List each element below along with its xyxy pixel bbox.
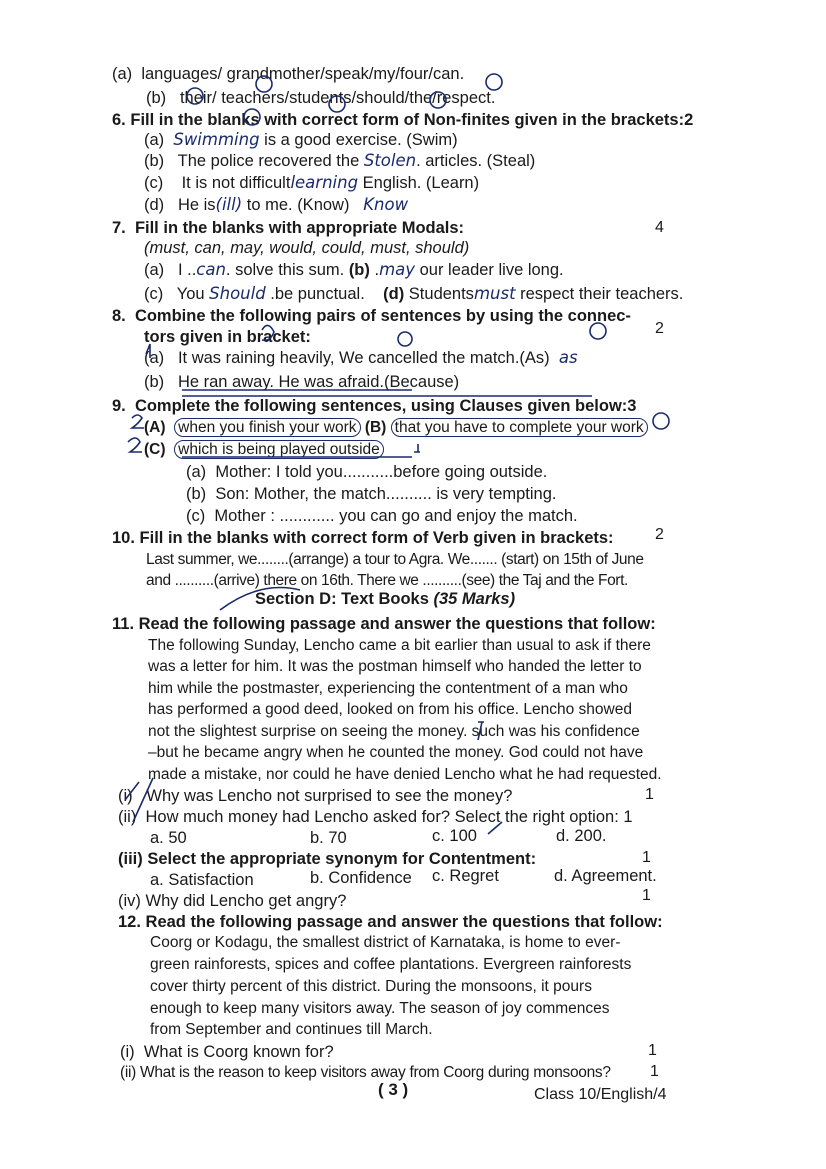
q11-i-marks: 1 <box>645 786 654 803</box>
q11-iv: (iv) Why did Lencho get angry? <box>118 892 347 910</box>
q5-a: (a) languages/ grandmother/speak/my/four/can. <box>112 65 465 83</box>
q5-a-text: languages/ grandmother/speak/my/four/can. <box>141 65 465 83</box>
q9-heading: 9. Complete the following sentences, using Clauses given below:3 <box>112 397 637 415</box>
exam-page: (a) languages/ grandmother/speak/my/four/can. (b) their/ teachers/students/should/the/respect. 6. Fill in the blanks with correct form of Non-finites given in the brackets:2 (a) Swimming is a good exercise. (Swim) (b) The police recovered the Stolen. articles. (Steal) (c) It is not difficultlearning English. (Learn) (d) He is(ill) to me. (Know) Know 7. Fill in the blanks with appropriate Modals: 4 (must, can, may, would, could, must, should) (a) I ..can. solve this sum. (b) .may our leader live long. (c) You Should .be punctual. (d) Studentsmust respect their teachers. 8. Combine the following pairs of sentences by using the connec- tors given in bracket: 2 (a) It was raining heavily, We cancelled the match.(As) as (b) He ran away. He was afraid.(Because) 9. Complete the following sentences, using Clauses given below:3 (A) when you finish your work (B) that you have to complete your work (C) which is being played outside (a) Mother: I told you...........before going outside. (b) Son: Mother, the match.......... is very tempting. (c) Mother : ............ you can go and enjoy the match. 10. Fill in the blanks with correct form of Verb given in brackets: 2 Last summer, we........(arrange) a tour to Agra. We....... (start) on 15th of June and ..........(arrive) there on 16th. There we ..........(see) the Taj and the Fort. Section D: Text Books (35 Marks) 11. Read the following passage and answer the questions that follow: The following Sunday, Lencho came a bit earlier than usual to ask if there was a letter for him. It was the postman himself who handed the letter to him while the postmaster, experiencing the contentment of a man who has performed a good deed, looked on from his office. Lencho showed not the slightest surprise on seeing the money. such was his confidence –but he became angry when he counted the money. God could not have made a mistake, nor could he have denied Lencho what he had requested. (i) Why was Lencho not surprised to see the money? 1 (ii) How much money had Lencho asked for? Select the right option: 1 a. 50 b. 70 c. 100 d. 200. (iii) Select the appropriate synonym for Contentment: 1 a. Satisfaction b. Confidence c. Regret d. Agreement. (iv) Why did Lencho get angry? 1 12. Read the following passage and answer the questions that follow: Coorg or Kodagu, the smallest district of Karnataka, is home to ever- green rainforests, spices and coffee plantations. Evergreen rainforests cover thirty percent of this district. During the monsoons, it pours enough to keep many visitors away. The season of joy commences from September and continues till March. (i) What is Coorg known for? 1 (ii) What is the reason to keep visitors away from Coorg during monsoons? 1 ( 3 ) Class 10/English/4 <box>0 0 826 1169</box>
q11-iv-marks: 1 <box>642 887 651 904</box>
handwritten-answer: learning <box>290 173 359 192</box>
handwritten-answer: Swimming <box>173 130 260 149</box>
q12-heading: 12. Read the following passage and answer the questions that follow: <box>118 913 663 931</box>
q7-heading: 7. Fill in the blanks with appropriate Modals: <box>112 219 465 237</box>
q10-line-2: and ..........(arrive) there on 16th. There we ..........(see) the Taj and the Fort. <box>146 572 628 589</box>
q8-b: (b) He ran away. He was afraid.(Because) <box>144 373 460 391</box>
q10-line-1: Last summer, we........(arrange) a tour to Agra. We....... (start) on 15th of June <box>146 551 644 568</box>
q6-a: (a) Swimming is a good exercise. (Swim) <box>144 130 458 149</box>
q11-iii-marks: 1 <box>642 849 651 866</box>
page-number: ( 3 ) <box>378 1080 409 1099</box>
ink-stroke <box>132 415 144 428</box>
q12-ii-marks: 1 <box>650 1063 659 1080</box>
handwritten-answer: Stolen <box>363 151 417 170</box>
clause-b: that you have to complete your work <box>391 418 648 437</box>
handwritten-answer: can <box>196 260 226 279</box>
q11-ii-option-c: c. 100 <box>432 827 477 845</box>
q5-b: (b) their/ teachers/students/should/the/respect. <box>146 89 496 107</box>
q9-c: (c) Mother : ............ you can go and enjoy the match. <box>186 507 578 525</box>
q6-b: (b) The police recovered the Stolen. articles. (Steal) <box>144 151 536 170</box>
q11-iii-option-c: c. Regret <box>432 867 499 885</box>
q8-heading: 8. Combine the following pairs of sentences by using the connec- <box>112 307 631 325</box>
q6-d: (d) He is(ill) to me. (Know) Know <box>144 195 409 214</box>
section-d-heading: Section D: Text Books (35 Marks) <box>255 590 516 608</box>
q11-ii: (ii) How much money had Lencho asked for? Select the right option: 1 <box>118 808 633 826</box>
q11-ii-option-b: b. 70 <box>310 829 347 847</box>
q7-cd: (c) You Should .be punctual. (d) Studentsmust respect their teachers. <box>144 284 684 303</box>
q11-iii-option-a: a. Satisfaction <box>150 871 254 889</box>
q7-marks: 4 <box>655 219 664 236</box>
q6-c: (c) It is not difficultlearning English. (Learn) <box>144 173 480 192</box>
q12-i: (i) What is Coorg known for? <box>120 1043 334 1061</box>
handwritten-answer: may <box>379 260 416 279</box>
clause-a: when you finish your work <box>174 418 360 437</box>
ink-stroke <box>128 438 142 452</box>
handwritten-answer: (ill) <box>215 195 243 214</box>
q12-ii: (ii) What is the reason to keep visitors away from Coorg during monsoons? <box>120 1064 611 1081</box>
q7-ab: (a) I ..can. solve this sum. (b) .may our leader live long. <box>144 260 564 279</box>
q10-marks: 2 <box>655 526 664 543</box>
q11-iii: (iii) Select the appropriate synonym for Contentment: <box>118 850 537 868</box>
handwritten-note: as <box>558 348 578 367</box>
q11-iii-option-d: d. Agreement. <box>554 867 657 885</box>
handwritten-answer: must <box>473 284 516 303</box>
q5-b-text: their/ teachers/students/should/the/respect. <box>179 89 496 107</box>
q9-a: (a) Mother: I told you...........before going outside. <box>186 463 548 481</box>
handwritten-note: Know <box>363 195 409 214</box>
q9-b: (b) Son: Mother, the match.......... is very tempting. <box>186 485 557 503</box>
q7-options: (must, can, may, would, could, must, should) <box>144 239 470 257</box>
q8-heading-2: tors given in bracket: <box>144 328 311 346</box>
q12-i-marks: 1 <box>648 1042 657 1059</box>
ink-circle <box>398 332 412 346</box>
ink-circle <box>653 413 669 429</box>
q6-heading: 6. Fill in the blanks with correct form of Non-finites given in the brackets:2 <box>112 111 694 129</box>
paper-code: Class 10/English/4 <box>534 1086 667 1103</box>
ink-stroke <box>414 444 420 452</box>
handwritten-answer: Should <box>209 284 266 303</box>
clause-c: which is being played outside <box>174 440 384 459</box>
q9-clauses-ab: (A) when you finish your work (B) that you have to complete your work <box>144 418 648 438</box>
q11-heading: 11. Read the following passage and answer the questions that follow: <box>112 615 656 633</box>
q11-ii-option-d: d. 200. <box>556 827 607 845</box>
q11-ii-option-a: a. 50 <box>150 829 187 847</box>
q10-heading: 10. Fill in the blanks with correct form of Verb given in brackets: <box>112 529 614 547</box>
q11-iii-option-b: b. Confidence <box>310 869 412 887</box>
q8-a: (a) It was raining heavily, We cancelled the match.(As) as <box>144 348 578 367</box>
q8-marks: 2 <box>655 320 664 337</box>
q11-i: (i) Why was Lencho not surprised to see the money? <box>118 787 513 805</box>
q9-clause-c: (C) which is being played outside <box>144 440 384 460</box>
